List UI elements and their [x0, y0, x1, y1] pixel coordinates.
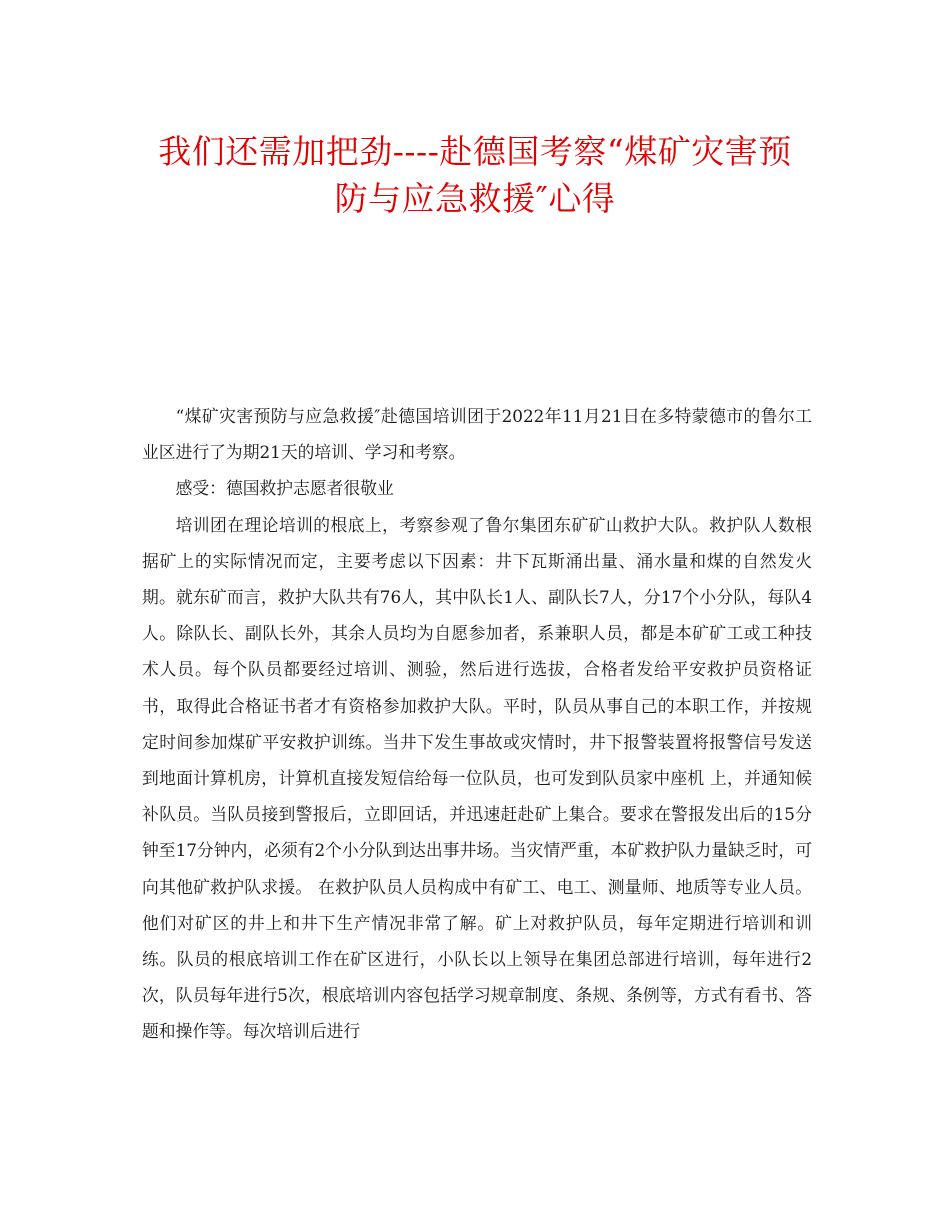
document-body	[142, 398, 812, 1050]
title-line-2: 防与应急救援″心得	[334, 179, 616, 218]
paragraph-rescue-team: 培训团在理论培训的根底上，考察参观了鲁尔集团东矿矿山救护大队。救护队人数根据矿上的实际情况而定，主要考虑以下因素：井下瓦斯涌出量、涌水量和煤的自然发火期。就东矿而言，救护大队共有76人，其中队长1人、副队长7人，分17个小分队，每队4人。除队长、副队长外，其余人员均为自愿参加者，系兼职人员，都是本矿矿工或工种技术人员。每个队员都要经过培训、测验，然后进行选拔，合格者发给平安救护员资格证书，取得此合格证书者才有资格参加救护大队。平时，队员从事自己的本职工作，并按规定时间参加煤矿平安救护训练。当井下发生事故或灾情时，井下报警装置将报警信号发送到地面计算机房，计算机直接发短信给每一位队员，也可发到队员家中座机 上，并通知候补队员。当队员接到警报后，立即回话，并迅速赶赴矿上集合。要求在警报发出后的15分钟至17分钟内，必须有2个小分队到达出事井场。当灾情严重，本矿救护队力量缺乏时，可向其他矿救护队求援。 在救护队员人员构成中有矿工、电工、测量师、地质等专业人员。他们对矿区的井上和井下生产情况非常了解。矿上对救护队员，每年定期进行培训和训练。队员的根底培训工作在矿区进行，小队长以上领导在集团总部进行培训，每年进行2次，队员每年进行5次，根底培训内容包括学习规章制度、条规、条例等，方式有看书、答题和操作等。每次培训后进行	[142, 514, 812, 1042]
title-line-1: 我们还需加把劲----赴德国考察“煤矿灾害预	[158, 132, 792, 171]
paragraph-heading-feeling: 感受：德国救护志愿者很敬业	[175, 478, 394, 499]
document-title	[120, 128, 830, 222]
paragraph-intro: “煤矿灾害预防与应急救援″赴德国培训团于2022年11月21日在多特蒙德市的鲁尔工业区进行了为期21天的培训、学习和考察。	[142, 406, 812, 463]
